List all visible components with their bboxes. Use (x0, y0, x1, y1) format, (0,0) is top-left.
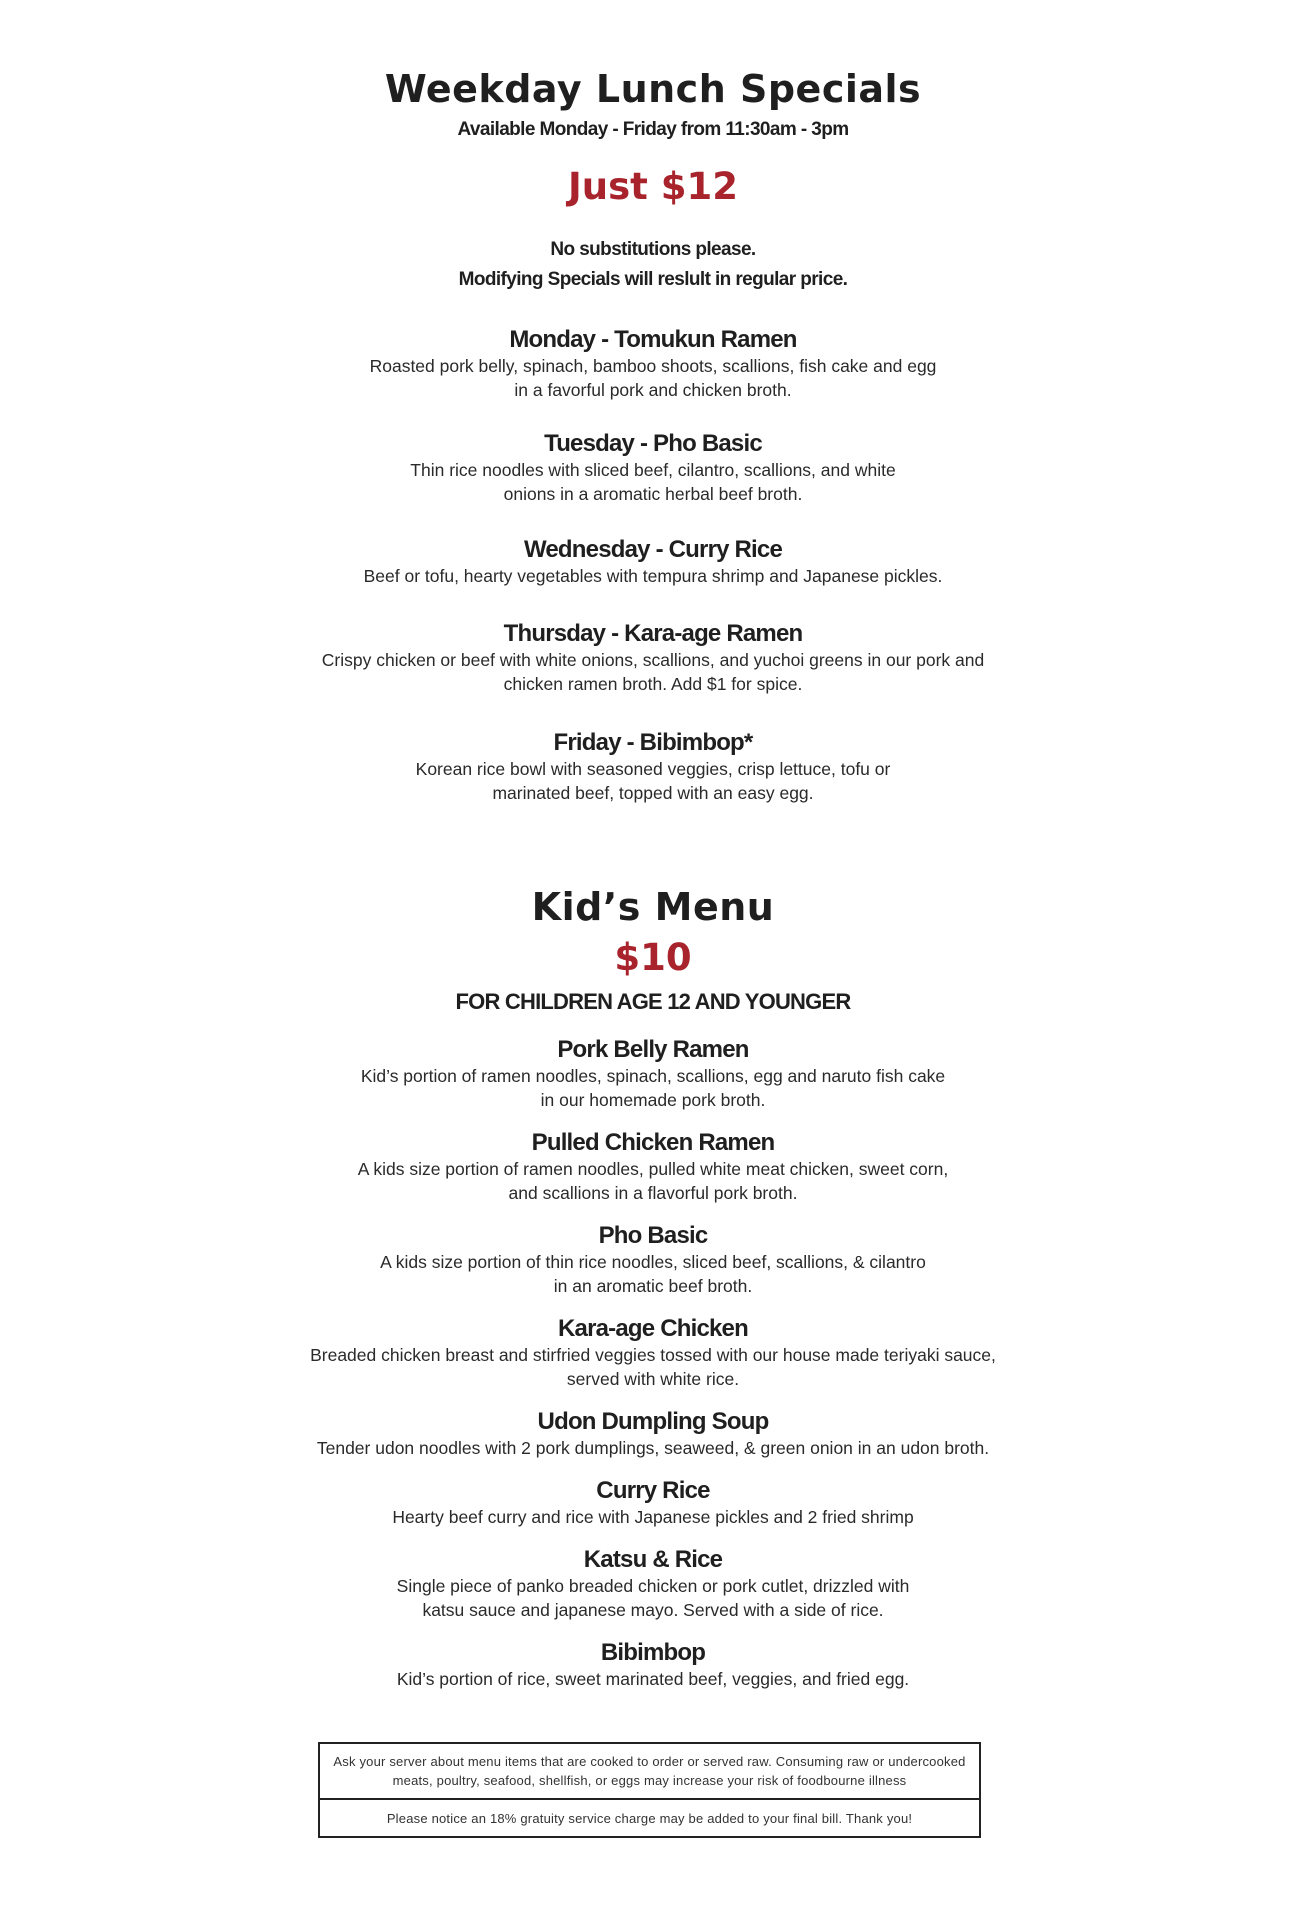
lunch-item-name: Monday - Tomukun Ramen (509, 326, 797, 353)
desc-line: in an aromatic beef broth. (553, 1276, 753, 1296)
desc-line: Beef or tofu, hearty vegetables with tempura shrimp and Japanese pickles. (363, 566, 943, 586)
lunch-item-desc (0, 564, 1306, 588)
kids-item (0, 1639, 1306, 1691)
desc-line: Hearty beef curry and rice with Japanese pickles and 2 fried shrimp (392, 1507, 914, 1527)
lunch-item-desc (0, 648, 1306, 696)
kids-price: $10 (614, 936, 692, 979)
kids-item-desc (0, 1157, 1306, 1205)
kids-item-name: Katsu & Rice (583, 1546, 723, 1573)
lunch-item-desc (0, 354, 1306, 402)
kids-item-desc (0, 1505, 1306, 1529)
desc-line: A kids size portion of thin rice noodles, sliced beef, scallions, & cilantro (380, 1252, 926, 1272)
kids-item-desc (0, 1343, 1306, 1391)
raw-food-notice (318, 1742, 981, 1800)
desc-line: Kid’s portion of ramen noodles, spinach, scallions, egg and naruto fish cake (360, 1066, 946, 1086)
kids-title: Kid’s Menu (531, 885, 775, 929)
kids-age-note: FOR CHILDREN AGE 12 AND YOUNGER (455, 989, 851, 1014)
kids-item (0, 1546, 1306, 1622)
lunch-item (0, 430, 1306, 506)
gratuity-notice (318, 1798, 981, 1838)
kids-item-name: Pho Basic (598, 1222, 708, 1249)
kids-item-desc (0, 1250, 1306, 1298)
desc-line: Breaded chicken breast and stirfried veggies tossed with our house made teriyaki sauce, (310, 1345, 996, 1365)
lunch-availability: Available Monday - Friday from 11:30am - 3pm (457, 119, 849, 140)
kids-item-name: Kara-age Chicken (558, 1315, 748, 1342)
desc-line: and scallions in a flavorful pork broth. (508, 1183, 798, 1203)
lunch-rule-modifying: Modifying Specials will reslult in regular price. (458, 269, 848, 290)
lunch-item-name: Wednesday - Curry Rice (523, 536, 783, 563)
lunch-item-desc (0, 458, 1306, 506)
desc-line: onions in a aromatic herbal beef broth. (503, 484, 803, 504)
desc-line: Roasted pork belly, spinach, bamboo shoots, scallions, fish cake and egg (369, 356, 937, 376)
desc-line: served with white rice. (566, 1369, 740, 1389)
desc-line: in a favorful pork and chicken broth. (514, 380, 792, 400)
kids-item (0, 1129, 1306, 1205)
kids-item-name: Udon Dumpling Soup (537, 1408, 769, 1435)
desc-line: Crispy chicken or beef with white onions, scallions, and yuchoi greens in our pork and (321, 650, 985, 670)
desc-line: in our homemade pork broth. (540, 1090, 766, 1110)
lunch-item (0, 326, 1306, 402)
desc-line: Korean rice bowl with seasoned veggies, crisp lettuce, tofu or (415, 759, 891, 779)
notice-line: meats, poultry, seafood, shellfish, or eggs may increase your risk of foodbourne illness (392, 1773, 907, 1788)
lunch-item-name: Friday - Bibimbop* (553, 729, 753, 756)
lunch-title: Weekday Lunch Specials (384, 67, 922, 111)
desc-line: Thin rice noodles with sliced beef, cilantro, scallions, and white (410, 460, 896, 480)
kids-item-desc (0, 1667, 1306, 1691)
kids-item-desc (0, 1064, 1306, 1112)
lunch-item-desc (0, 757, 1306, 805)
kids-item-name: Pulled Chicken Ramen (531, 1129, 775, 1156)
kids-item-desc (0, 1574, 1306, 1622)
kids-item (0, 1222, 1306, 1298)
kids-item-name: Pork Belly Ramen (557, 1036, 749, 1063)
kids-item (0, 1036, 1306, 1112)
notice-line: Please notice an 18% gratuity service charge may be added to your final bill. Thank you! (386, 1811, 913, 1826)
lunch-item (0, 536, 1306, 588)
desc-line: marinated beef, topped with an easy egg. (492, 783, 814, 803)
desc-line: Tender udon noodles with 2 pork dumplings, seaweed, & green onion in an udon broth. (316, 1438, 990, 1458)
kids-item (0, 1315, 1306, 1391)
kids-item-desc (0, 1436, 1306, 1460)
lunch-price: Just $12 (568, 165, 738, 208)
lunch-item-name: Tuesday - Pho Basic (544, 430, 762, 457)
lunch-item (0, 620, 1306, 696)
kids-item (0, 1477, 1306, 1529)
desc-line: Kid’s portion of rice, sweet marinated beef, veggies, and fried egg. (396, 1669, 910, 1689)
notice-line: Ask your server about menu items that are cooked to order or served raw. Consuming raw or undercooked (333, 1754, 966, 1769)
lunch-rule-no-substitutions: No substitutions please. (550, 239, 756, 260)
lunch-item-name: Thursday - Kara-age Ramen (503, 620, 803, 647)
desc-line: chicken ramen broth. Add $1 for spice. (503, 674, 803, 694)
kids-item-name: Bibimbop (600, 1639, 706, 1666)
desc-line: katsu sauce and japanese mayo. Served with a side of rice. (422, 1600, 884, 1620)
kids-item-name: Curry Rice (596, 1477, 710, 1504)
kids-item (0, 1408, 1306, 1460)
desc-line: Single piece of panko breaded chicken or pork cutlet, drizzled with (396, 1576, 910, 1596)
lunch-item (0, 729, 1306, 805)
desc-line: A kids size portion of ramen noodles, pulled white meat chicken, sweet corn, (357, 1159, 949, 1179)
